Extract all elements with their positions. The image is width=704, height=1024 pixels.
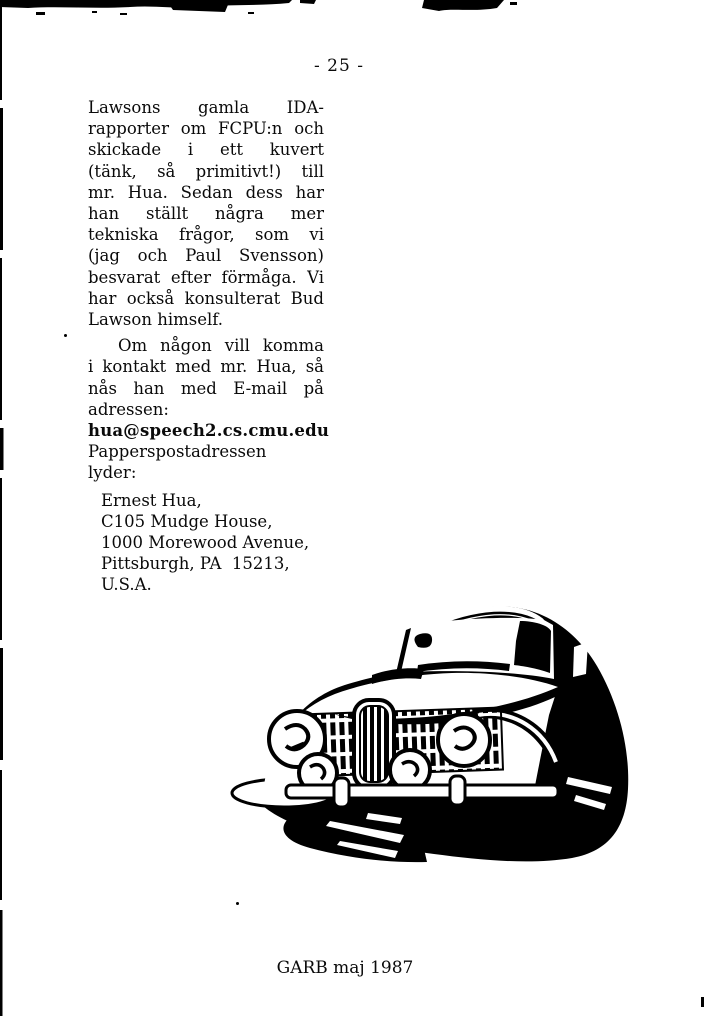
text-line: Lawsons gamla IDA- <box>88 98 324 117</box>
text-line: Lawson himself. <box>88 310 224 330</box>
scan-artifact-top-edge <box>0 0 704 22</box>
text-line: Om någon vill komma <box>118 336 324 356</box>
postal-address-line: 1000 Morewood Avenue, <box>101 533 310 553</box>
text-line: (jag och Paul Svensson) <box>88 246 324 266</box>
text-line: adressen: <box>88 399 169 419</box>
paragraph-1 <box>88 97 324 330</box>
text-line: lyder: <box>88 463 137 483</box>
scan-artifact-dot <box>236 902 239 905</box>
postal-address-line: U.S.A. <box>101 575 152 595</box>
scan-artifact-bottom-right <box>699 996 704 1008</box>
email-address: hua@speech2.cs.cmu.edu <box>88 421 330 441</box>
text-line: nås han med E-mail på <box>88 378 324 398</box>
saab-car-illustration <box>222 583 642 883</box>
text-line: tekniska frågor, som vi <box>88 225 324 245</box>
article-text-column <box>88 97 330 596</box>
text-line: skickade i ett kuvert <box>88 140 324 160</box>
postal-address-line: C105 Mudge House, <box>101 511 273 531</box>
text-line: i kontakt med mr. Hua, så <box>88 357 324 377</box>
text-line: han ställt några mer <box>88 204 324 224</box>
text-line: (tänk, så primitivt!) till <box>88 161 324 181</box>
footer-issue-line: GARB maj 1987 <box>276 958 414 978</box>
postal-address-line: Ernest Hua, <box>101 490 202 510</box>
paragraph-2 <box>88 335 330 483</box>
text-line: har också konsulterat Bud <box>88 288 324 308</box>
text-line: rapporter om FCPU:n och <box>88 119 324 139</box>
text-line: Papperspostadressen <box>88 442 267 462</box>
postal-address <box>88 490 324 596</box>
scan-artifact-left-edge <box>0 0 8 1024</box>
text-line: besvarat efter förmåga. Vi <box>88 267 324 287</box>
text-line: mr. Hua. Sedan dess har <box>88 182 324 202</box>
page-number: - 25 - <box>314 56 364 76</box>
scan-artifact-dot <box>64 334 67 337</box>
postal-address-line: Pittsburgh, PA 15213, <box>101 554 290 574</box>
